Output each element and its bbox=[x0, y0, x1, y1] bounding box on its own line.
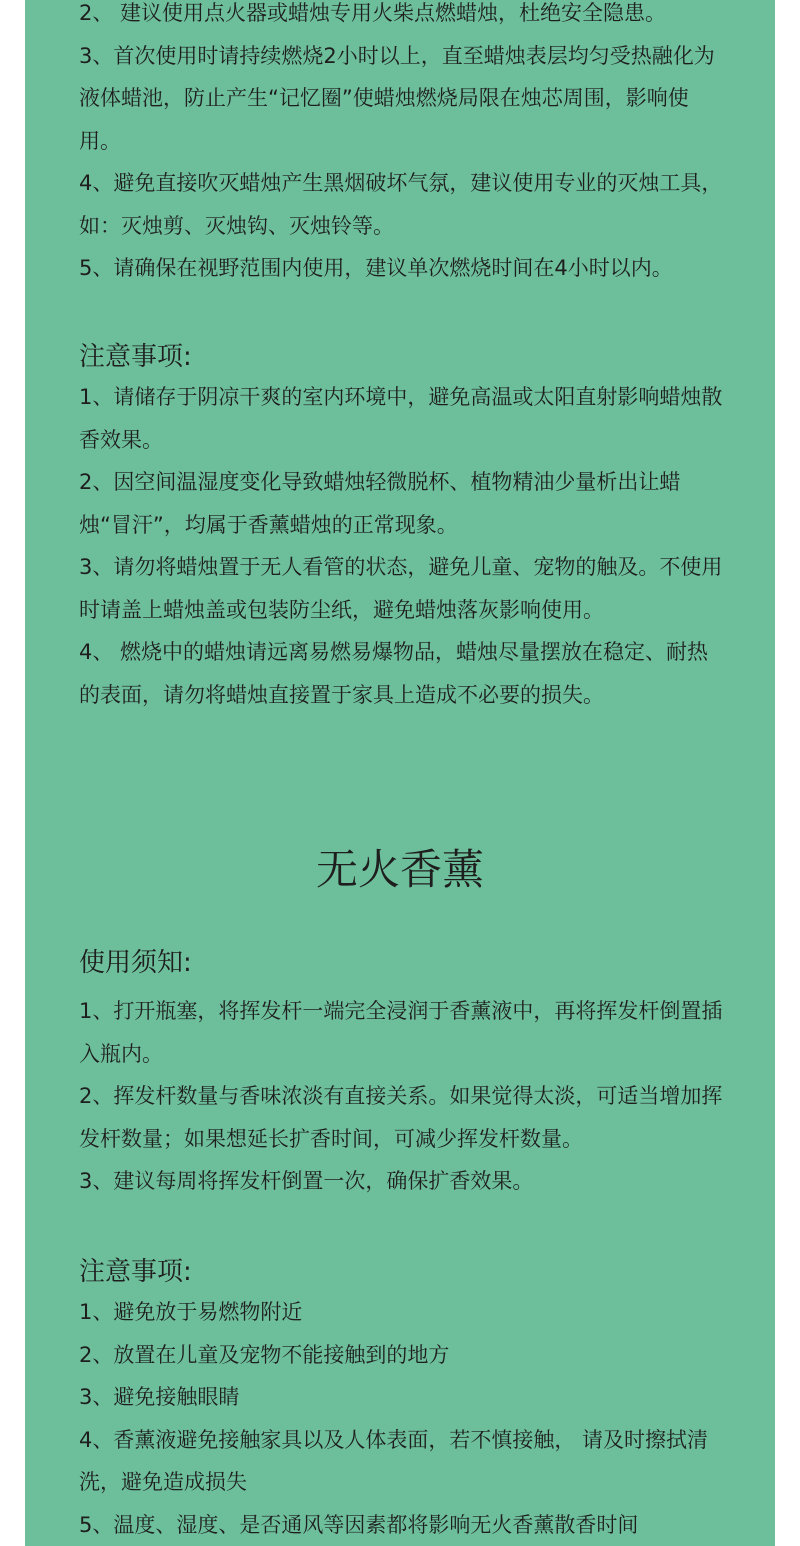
list-item: 3、建议每周将挥发杆倒置一次，确保扩香效果。 bbox=[79, 1169, 534, 1193]
list-item: 3、请勿将蜡烛置于无人看管的状态，避免儿童、宠物的触及。不使用时请盖上蜡烛盖或包装防尘纸，避免蜡烛落灰影响使用。 bbox=[79, 555, 723, 622]
diffuser-notes-list bbox=[79, 1291, 729, 1546]
diffuser-usage-list bbox=[79, 990, 729, 1203]
diffuser-notes-heading: 注意事项: bbox=[79, 1257, 192, 1287]
list-item: 2、挥发杆数量与香味浓淡有直接关系。如果觉得太淡，可适当增加挥发杆数量；如果想延长扩香时间，可减少挥发杆数量。 bbox=[79, 1084, 723, 1151]
list-item: 2、因空间温湿度变化导致蜡烛轻微脱杯、植物精油少量析出让蜡烛“冒汗”，均属于香薰蜡烛的正常现象。 bbox=[79, 470, 681, 537]
section-title: 无火香薰 bbox=[315, 845, 484, 894]
list-item: 4、香薰液避免接触家具以及人体表面，若不慎接触， 请及时擦拭清洗，避免造成损失 bbox=[79, 1427, 709, 1494]
list-item: 4、避免直接吹灭蜡烛产生黑烟破坏气氛，建议使用专业的灭烛工具，如：灭烛剪、灭烛钩、灭烛铃等。 bbox=[79, 171, 723, 238]
list-item: 3、首次使用时请持续燃烧2小时以上，直至蜡烛表层均匀受热融化为液体蜡池，防止产生“记忆圈”使蜡烛燃烧局限在烛芯周围，影响使用。 bbox=[79, 43, 715, 153]
list-item: 1、请储存于阴凉干爽的室内环境中，避免高温或太阳直射影响蜡烛散香效果。 bbox=[79, 385, 723, 452]
list-item: 4、 燃烧中的蜡烛请远离易燃易爆物品，蜡烛尽量摆放在稳定、耐热的表面，请勿将蜡烛直接置于家具上造成不必要的损失。 bbox=[79, 640, 709, 707]
list-item: 3、避免接触眼睛 bbox=[79, 1385, 240, 1409]
list-item: 5、温度、湿度、是否通风等因素都将影响无火香薰散香时间 bbox=[79, 1512, 639, 1537]
list-item: 1、避免放于易燃物附近 bbox=[79, 1300, 303, 1324]
list-item: 5、请确保在视野范围内使用，建议单次燃烧时间在4小时以内。 bbox=[79, 256, 673, 280]
list-item: 1、打开瓶塞，将挥发杆一端完全浸润于香薰液中，再将挥发杆倒置插入瓶内。 bbox=[79, 999, 723, 1066]
candle-usage-list bbox=[79, 0, 729, 290]
diffuser-usage-heading: 使用须知: bbox=[79, 948, 192, 978]
candle-notes-heading: 注意事项: bbox=[79, 342, 192, 372]
list-item: 2、放置在儿童及宠物不能接触到的地方 bbox=[79, 1342, 450, 1367]
list-item: 2、 建议使用点火器或蜡烛专用火柴点燃蜡烛，杜绝安全隐患。 bbox=[79, 1, 667, 25]
candle-notes-list bbox=[79, 376, 729, 716]
